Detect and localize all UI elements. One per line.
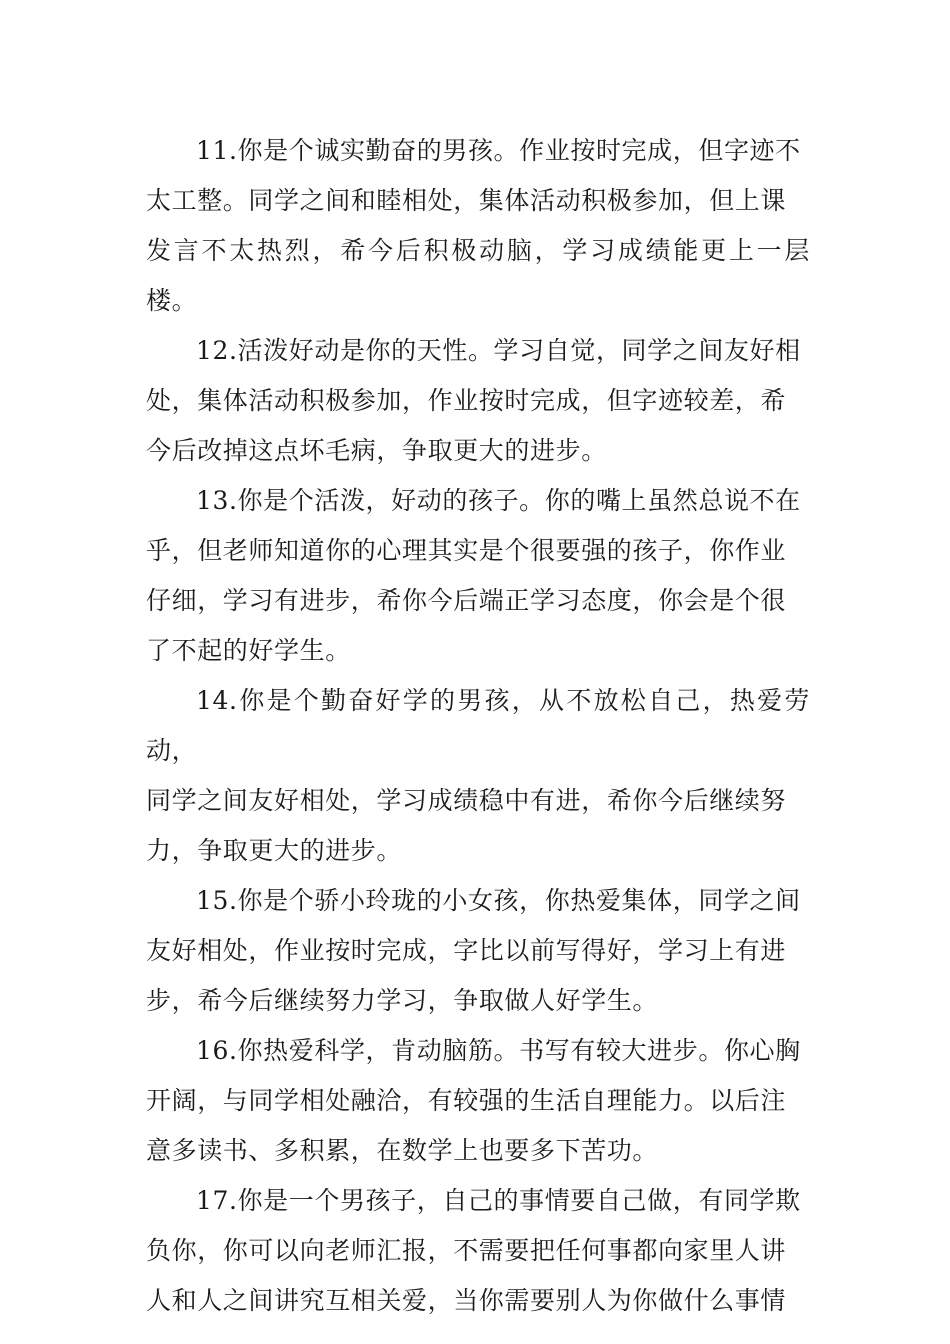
text-line: 12.活泼好动是你的天性。学习自觉，同学之间友好相 xyxy=(196,336,801,365)
text-line: 了不起的好学生。 xyxy=(146,636,351,665)
paragraph-13 xyxy=(146,476,810,676)
text-line: 仔细，学习有进步，希你今后端正学习态度，你会是个很 xyxy=(146,586,787,615)
document-body xyxy=(146,126,810,1326)
paragraph-17 xyxy=(146,1176,810,1326)
text-line: 人和人之间讲究互相关爱，当你需要别人为你做什么事情 xyxy=(146,1286,787,1315)
text-line: 发言不太热烈，希今后积极动脑，学习成绩能更上一层楼。 xyxy=(146,236,810,315)
text-line: 11.你是个诚实勤奋的男孩。作业按时完成，但字迹不 xyxy=(196,136,801,165)
paragraph-15 xyxy=(146,876,810,1026)
paragraph-16 xyxy=(146,1026,810,1176)
text-line: 14.你是个勤奋好学的男孩，从不放松自己，热爱劳动， xyxy=(146,686,810,765)
text-line: 力，争取更大的进步。 xyxy=(146,836,403,865)
text-line: 16.你热爱科学，肯动脑筋。书写有较大进步。你心胸 xyxy=(196,1036,801,1065)
paragraph-12 xyxy=(146,326,810,476)
text-line: 处，集体活动积极参加，作业按时完成，但字迹较差，希 xyxy=(146,386,787,415)
text-line: 乎，但老师知道你的心理其实是个很要强的孩子，你作业 xyxy=(146,536,787,565)
text-line: 15.你是个骄小玲珑的小女孩，你热爱集体，同学之间 xyxy=(196,886,801,915)
text-line: 太工整。同学之间和睦相处，集体活动积极参加，但上课 xyxy=(146,186,787,215)
paragraph-11 xyxy=(146,126,810,326)
text-line: 今后改掉这点坏毛病，争取更大的进步。 xyxy=(146,436,607,465)
text-line: 负你，你可以向老师汇报，不需要把任何事都向家里人讲 xyxy=(146,1236,787,1265)
text-line: 步，希今后继续努力学习，争取做人好学生。 xyxy=(146,986,659,1015)
text-line: 同学之间友好相处，学习成绩稳中有进，希你今后继续努 xyxy=(146,786,787,815)
text-line: 17.你是一个男孩子，自己的事情要自己做，有同学欺 xyxy=(196,1186,801,1215)
text-line: 意多读书、多积累，在数学上也要多下苦功。 xyxy=(146,1136,659,1165)
paragraph-14 xyxy=(146,676,810,876)
text-line: 13.你是个活泼，好动的孩子。你的嘴上虽然总说不在 xyxy=(196,486,801,515)
text-line: 友好相处，作业按时完成，字比以前写得好，学习上有进 xyxy=(146,936,787,965)
text-line: 开阔，与同学相处融洽，有较强的生活自理能力。以后注 xyxy=(146,1086,787,1115)
